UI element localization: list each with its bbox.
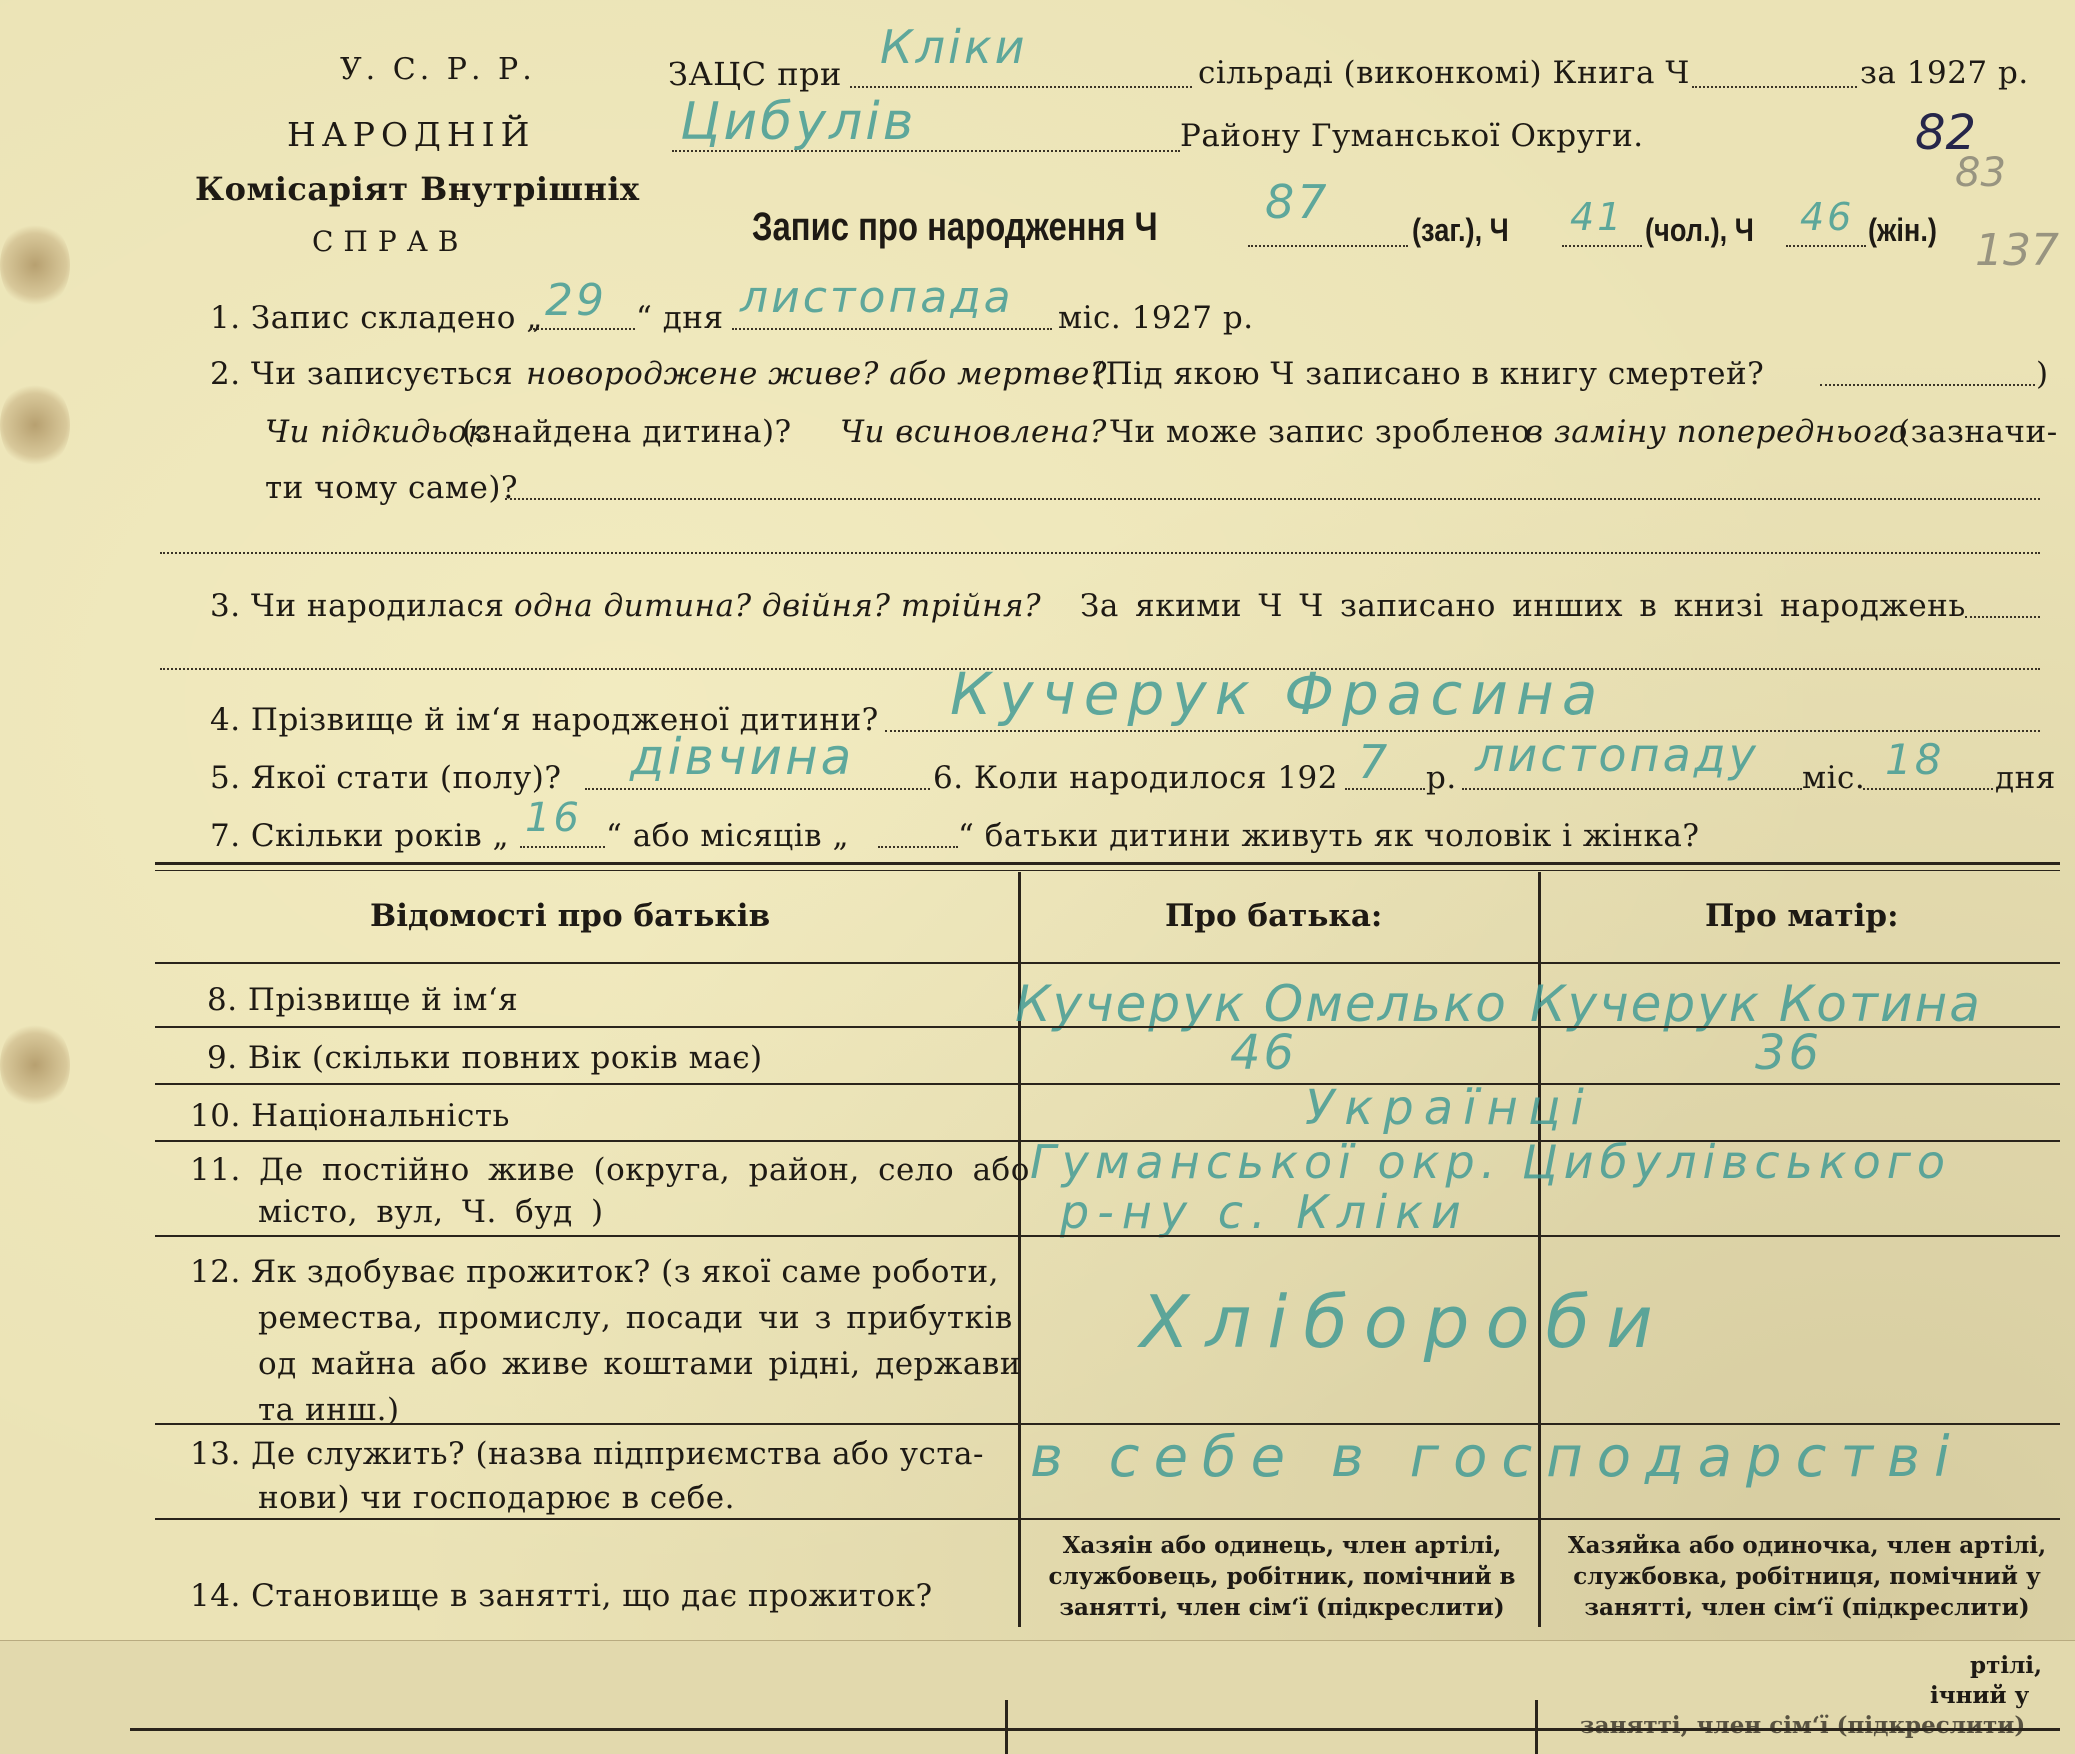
- nationality-handwritten: Українці: [1305, 1080, 1594, 1136]
- sprav-label: СПРАВ: [312, 225, 469, 258]
- row13-label-b: нови) чи господарює в себе.: [258, 1480, 735, 1516]
- day-handwritten: 29: [545, 275, 607, 326]
- col-header-mother: Про матір:: [1705, 898, 1899, 934]
- under-sheet-text: занятті, член сім‘ї (підкреслити): [1580, 1712, 2026, 1739]
- q2-label-d: ): [2036, 356, 2049, 392]
- row12-label-c: од майна або живе коштами рідні, держави: [258, 1346, 1021, 1382]
- father-name-handwritten: Кучерук Омелько: [1015, 975, 1508, 1033]
- q5-label: 5. Якої стати (полу)?: [210, 760, 562, 796]
- birth-year-digit-handwritten: 7: [1358, 735, 1391, 789]
- sex-handwritten: дівчина: [630, 728, 855, 786]
- table-top-rule: [155, 862, 2060, 865]
- row10-label: 10. Національність: [190, 1098, 510, 1134]
- q2-label-c: (Під якою Ч записано в книгу смертей?: [1093, 356, 1765, 392]
- q2-label-h: Чи може запис зроблено: [1110, 414, 1531, 450]
- q3-label-a: 3. Чи народилася: [210, 588, 505, 624]
- col-header-info: Відомості про батьків: [370, 898, 771, 934]
- q2-label-a: 2. Чи записується: [210, 356, 514, 392]
- record-male-handwritten: 41: [1570, 195, 1625, 239]
- q2-label-e: Чи підкидьок: [265, 414, 487, 450]
- mother-age-handwritten: 36: [1755, 1025, 1823, 1081]
- livelihood-handwritten: Хлібороби: [1140, 1280, 1669, 1364]
- row12-label-d: та инш.): [258, 1392, 400, 1428]
- record-female-handwritten: 46: [1800, 195, 1855, 239]
- father-status-options: Хазяін або одинець, член артілі, службовець, робітник, помічний в занятті, член сім‘ї (підкреслити): [1048, 1532, 1516, 1621]
- q7-label-b: “ або місяців „: [606, 818, 850, 854]
- record-total-handwritten: 87: [1265, 175, 1330, 229]
- child-name-handwritten: Кучерук Фрасина: [950, 660, 1606, 728]
- binder-hole: [0, 220, 70, 310]
- zhin-label: (жін.): [1868, 212, 1937, 248]
- q1-label-a: 1. Запис складено „: [210, 300, 543, 336]
- row14-label: 14. Становище в занятті, що дає прожиток?: [190, 1578, 933, 1614]
- father-age-handwritten: 46: [1230, 1025, 1298, 1081]
- q2-label-k: ти чому саме)?: [265, 470, 519, 506]
- col-header-father: Про батька:: [1165, 898, 1383, 934]
- chol-label: (чол.), Ч: [1645, 212, 1754, 248]
- q2-label-f: (знайдена дитина)?: [462, 414, 792, 450]
- under-sheet-divider: [1005, 1700, 1008, 1754]
- years-together-handwritten: 16: [525, 795, 582, 841]
- residence-line1-handwritten: Гуманської окр. Цибулівського: [1030, 1135, 1952, 1189]
- row8-label: 8. Прізвище й ім‘я: [207, 982, 519, 1018]
- zacs-label: ЗАЦС при: [668, 55, 842, 93]
- q3-label-b: одна дитина? двійня? трійня?: [514, 588, 1042, 624]
- year-label: за 1927 р.: [1860, 55, 2029, 91]
- row12-label-a: 12. Як здобуває прожиток? (з якої саме роботи,: [190, 1254, 1000, 1290]
- under-sheet-rule: [130, 1728, 2060, 1731]
- q2-label-j: (зазначи-: [1898, 414, 2058, 450]
- district-handwritten: Цибулів: [680, 92, 917, 152]
- q6-label-d: дня: [1995, 760, 2056, 796]
- row11-label-a: 11. Де постійно живе (округа, район, село або: [190, 1152, 1030, 1188]
- narodniy-label: НАРОДНІЙ: [287, 115, 536, 154]
- q2-label-i: в заміну попереднього: [1525, 414, 1908, 450]
- page-number-ink: 82: [1915, 105, 1977, 161]
- mother-status-options: Хазяйка або одиночка, член артілі, службовка, робітниця, помічний у занятті, член сім‘ї (підкреслити): [1567, 1532, 2047, 1621]
- q1-label-b: “ дня: [636, 300, 724, 336]
- record-title: Запис про народження Ч: [752, 205, 1158, 249]
- margin-number-pencil: 137: [1975, 225, 2059, 276]
- raionu-label: Району Гуманської Округи.: [1180, 118, 1644, 154]
- table-top-rule-thin: [155, 870, 2060, 871]
- binder-hole: [0, 380, 70, 470]
- row9-label: 9. Вік (скільки повних років має): [207, 1040, 763, 1076]
- month-handwritten: листопада: [740, 272, 1014, 323]
- page-number-pencil: 83: [1955, 150, 2006, 196]
- under-sheet-text: ртілі,: [1970, 1652, 2043, 1679]
- row12-label-b: ремества, промислу, посади чи з прибутків: [258, 1300, 1013, 1336]
- row-rule: [155, 1518, 2060, 1520]
- komisariat-label: Комісаріят Внутрішніх: [195, 170, 640, 208]
- residence-line2-handwritten: р-ну с. Кліки: [1060, 1185, 1469, 1239]
- q6-label-b: р.: [1426, 760, 1457, 796]
- q7-label-c: “ батьки дитини живуть як чоловік і жінка?: [958, 818, 1700, 854]
- q1-label-c: міс. 1927 р.: [1058, 300, 1254, 336]
- binder-hole: [0, 1020, 70, 1110]
- q4-label: 4. Прізвище й ім‘я народженої дитини?: [210, 702, 879, 738]
- q2-label-b: новороджене живе? або мертве?.: [526, 356, 1118, 392]
- under-sheet-text: ічний у: [1930, 1682, 2030, 1709]
- row-rule: [155, 962, 2060, 964]
- workplace-handwritten: в себе в господарстві: [1030, 1425, 1964, 1490]
- row11-label-b: місто, вул, Ч. буд ): [258, 1194, 604, 1230]
- zag-label: (заг.), Ч: [1412, 212, 1509, 248]
- q3-label-c: За якими Ч Ч записано инших в книзі народжень: [1080, 588, 1966, 624]
- row13-label-a: 13. Де служить? (назва підприємства або уста-: [190, 1436, 984, 1472]
- q2-label-g: Чи всиновлена?: [840, 414, 1107, 450]
- row-rule: [155, 1235, 2060, 1237]
- birth-day-handwritten: 18: [1885, 735, 1945, 784]
- q7-label-a: 7. Скільки років „: [210, 818, 510, 854]
- under-sheet-divider: [1535, 1700, 1538, 1754]
- mother-name-handwritten: Кучерук Котина: [1530, 975, 1982, 1033]
- birth-month-handwritten: листопаду: [1475, 728, 1759, 782]
- q6-label-a: 6. Коли народилося 192: [933, 760, 1338, 796]
- village-handwritten: Кліки: [880, 20, 1028, 74]
- silradi-label: сільраді (виконкомі) Книга Ч: [1198, 55, 1690, 91]
- q6-label-c: міс.: [1802, 760, 1866, 796]
- row-rule: [155, 1083, 2060, 1085]
- ussr-label: У. С. Р. Р.: [340, 52, 536, 87]
